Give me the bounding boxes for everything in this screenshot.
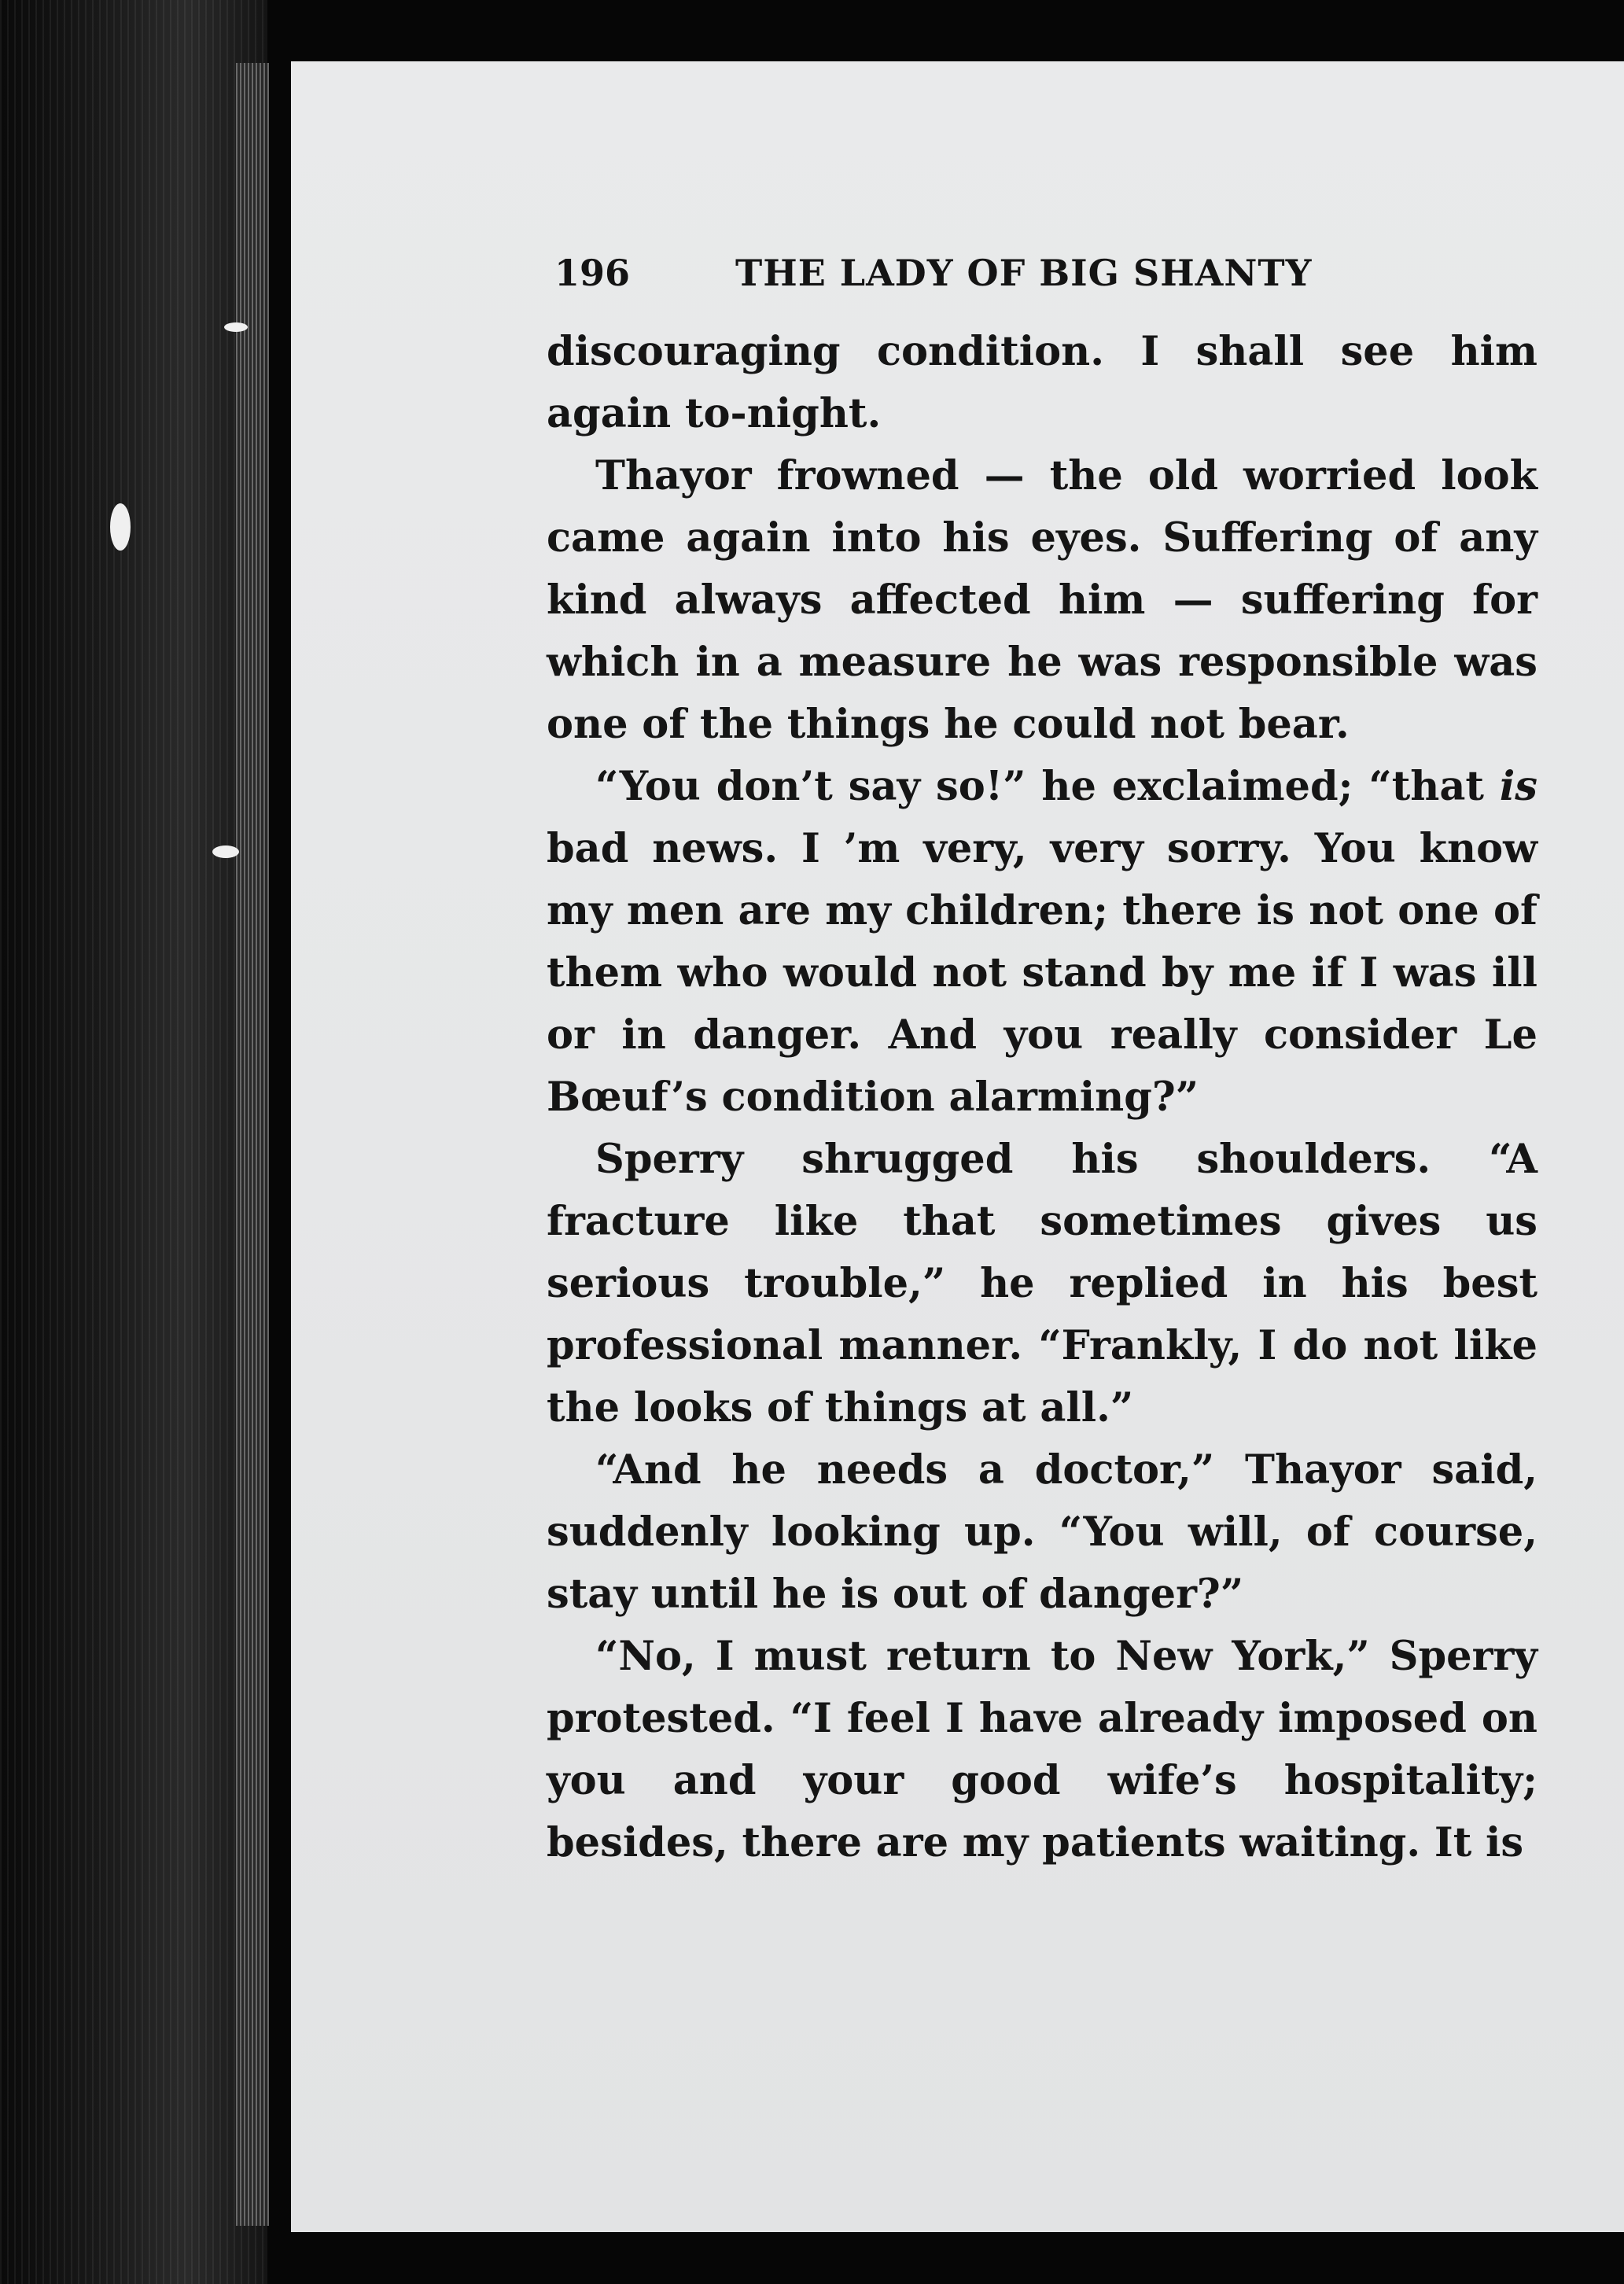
- paragraph: “And he needs a doctor,” Thayor said, suddenly looking up. “You will, of course, stay until he is out of danger?”: [547, 1446, 1537, 1618]
- running-title: THE LADY OF BIG SHANTY: [735, 252, 1313, 294]
- emphasized-word: is: [1499, 763, 1537, 810]
- paragraph: discouraging condition. I shall see him again to-night.: [547, 328, 1537, 437]
- paragraph-text: bad news. I ’m very, very sorry. You know my men are my children; there is not one of them who would not stand by me if I was ill or in danger. And you really consider Le Bœuf’s condition alarming?”: [547, 825, 1537, 1121]
- scan-speck: [110, 503, 131, 551]
- paragraph-text: “You don’t say so!” he exclaimed; “that: [595, 763, 1500, 810]
- paragraph: [547, 756, 1537, 1129]
- scan-speck: [224, 322, 248, 332]
- paragraph: “No, I must return to New York,” Sperry protested. “I feel I have already imposed on you and your good wife’s hospitality; besides, there are my patients waiting. It is: [547, 1633, 1537, 1866]
- paragraph: Thayor frowned — the old worried look came again into his eyes. Suffering of any kind always affected him — suffering for which in a measure he was responsible was one of the things he could not bear.: [547, 452, 1537, 748]
- paragraph: Sperry shrugged his shoulders. “A fracture like that sometimes gives us serious trouble,” he replied in his best professional manner. “Frankly, I do not like the looks of things at all.”: [547, 1136, 1537, 1431]
- scan-speck: [212, 845, 239, 858]
- page-block-edge: [236, 63, 269, 2226]
- running-header: [554, 252, 1435, 294]
- body-text: [547, 321, 1537, 1874]
- page-number: 196: [554, 252, 631, 294]
- book-spine: [0, 0, 267, 2284]
